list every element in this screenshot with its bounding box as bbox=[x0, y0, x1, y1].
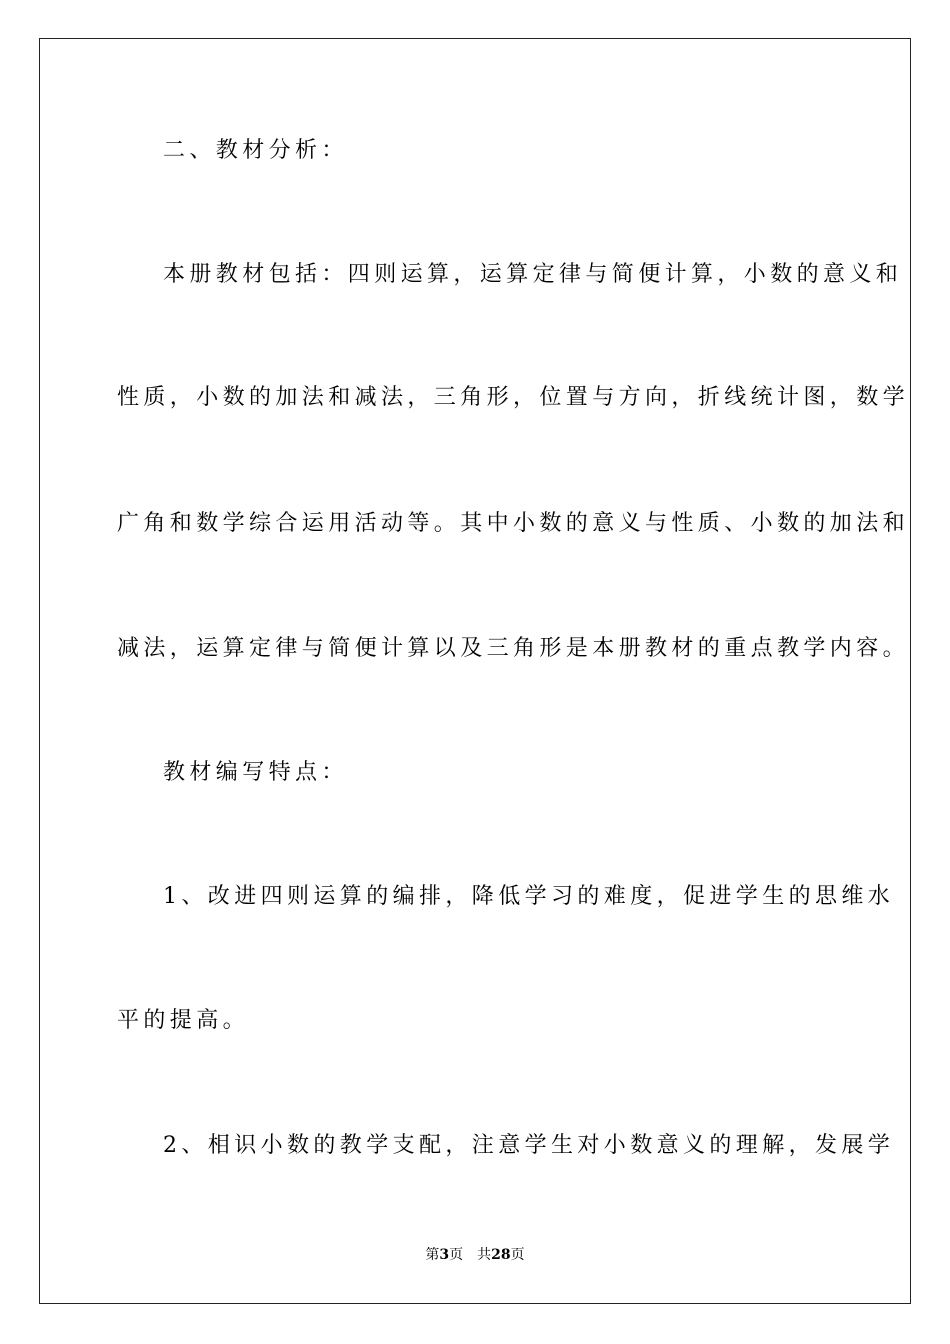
paragraph-line: 减法，运算定律与简便计算以及三角形是本册教材的重点教学内容。 bbox=[117, 636, 910, 661]
page-suffix: 页 bbox=[449, 1247, 464, 1263]
page-prefix: 第 bbox=[425, 1247, 440, 1263]
list-item-line: 2、相识小数的教学支配，注意学生对小数意义的理解，发展学 bbox=[163, 1133, 895, 1158]
list-item-line: 1、改进四则运算的编排，降低学习的难度，促进学生的思维水 bbox=[163, 884, 895, 909]
total-suffix: 页 bbox=[510, 1247, 525, 1263]
section-heading: 二、教材分析： bbox=[163, 138, 348, 163]
page-number: 3 bbox=[439, 1247, 450, 1263]
list-item-line: 平的提高。 bbox=[117, 1008, 250, 1033]
total-pages: 28 bbox=[491, 1247, 511, 1263]
subheading: 教材编写特点： bbox=[163, 760, 348, 785]
paragraph-line: 广角和数学综合运用活动等。其中小数的意义与性质、小数的加法和 bbox=[117, 511, 910, 536]
page-border bbox=[39, 38, 911, 1304]
total-prefix: 共 bbox=[477, 1247, 492, 1263]
paragraph-line: 性质，小数的加法和减法，三角形，位置与方向，折线统计图，数学 bbox=[117, 385, 910, 410]
page-footer bbox=[0, 1246, 950, 1264]
paragraph-line: 本册教材包括：四则运算，运算定律与简便计算，小数的意义和 bbox=[163, 262, 903, 287]
